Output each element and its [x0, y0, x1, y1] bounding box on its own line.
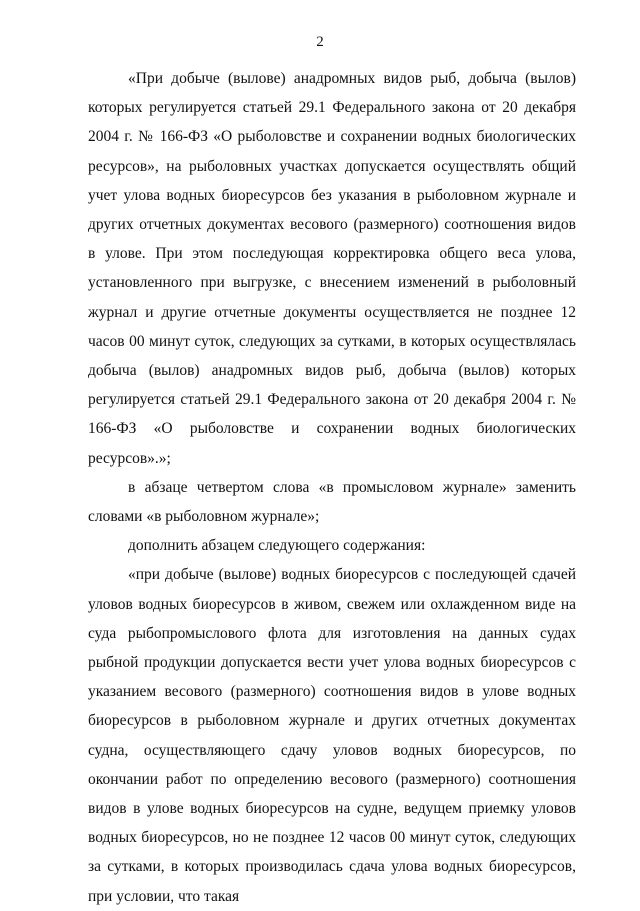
- paragraph-amend-add-abzats: дополнить абзацем следующего содержания:: [128, 537, 426, 555]
- document-body: [88, 64, 576, 911]
- paragraph-quote-anadromous: «При добыче (вылове) анадромных видов рыб, добыча (вылов) которых регулируется статьей 29.1 Федерального закона от 20 декабря 2004 г. № 166-ФЗ «О рыболовстве и сохранении водных биологических ресурсов», на рыболовных участках допускается осуществлять общий учет улова водных биоресурсов без указания в рыболовном журнале и других отчетных документах весового (размерного) соотношения видов в улове. При этом последующая корректировка общего веса улова, установленного при выгрузке, с внесением изменений в рыболовный журнал и другие отчетные документы осуществляется не позднее 12 часов 00 минут суток, следующих за сутками, в которых осуществлялась добыча (вылов) анадромных видов рыб, добыча (вылов) которых регулируется статьей 29.1 Федерального закона от 20 декабря 2004 г. № 166-ФЗ «О рыболовстве и сохранении водных биологических ресурсов».»;: [88, 70, 576, 467]
- page-number: 2: [316, 34, 324, 50]
- paragraph-quote-live-catch: «при добыче (вылове) водных биоресурсов с последующей сдачей уловов водных биоресурсов в живом, свежем или охлажденном виде на суда рыбопромыслового флота для изготовления на данных судах рыбной продукции допускается вести учет улова водных биоресурсов с указанием весового (размерного) соотношения видов в улове водных биоресурсов в рыболовном журнале и других отчетных документах судна, осуществляющего сдачу уловов водных биоресурсов, по окончании работ по определению весового (размерного) соотношения видов в улове водных биоресурсов на судне, ведущем приемку уловов водных биоресурсов, но не позднее 12 часов 00 минут суток, следующих за сутками, в которых производилась сдача улова водных биоресурсов, при условии, что такая: [88, 566, 576, 905]
- paragraph-amend-fourth-abzats: в абзаце четвертом слова «в промысловом журнале» заменить словами «в рыболовном журнале»;: [88, 478, 576, 526]
